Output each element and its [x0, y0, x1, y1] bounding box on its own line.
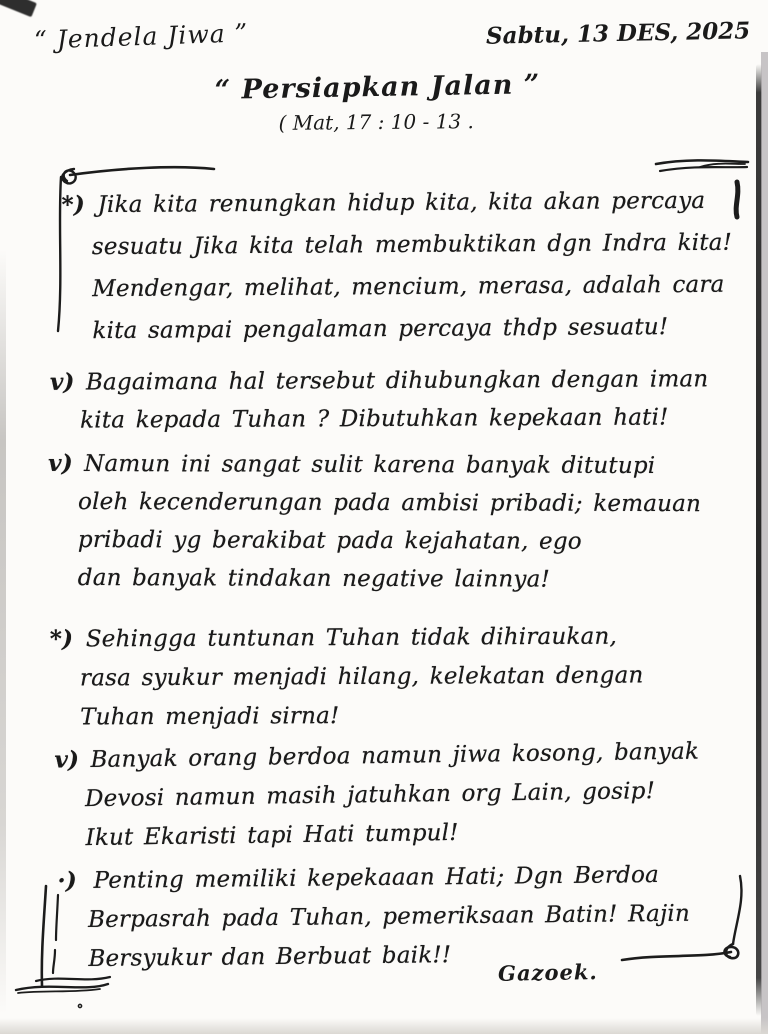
note-text: Sehingga tuntunan Tuhan tidak dihiraukan, — [85, 623, 618, 653]
note-paragraph-2 — [50, 360, 709, 439]
note-line: Ikut Ekaristi tapi Hati tumpul! — [85, 819, 459, 852]
note-line — [61, 180, 732, 227]
note-line: Mendengar, melihat, mencium, merasa, adalah cara — [92, 271, 725, 303]
note-line: sesuatu Jika kita telah membuktikan dgn Indra kita! — [91, 229, 733, 261]
bullet-marker: *) — [49, 625, 74, 653]
scan-edge-left — [0, 250, 6, 1014]
bullet-marker: v) — [49, 368, 75, 396]
note-line: Devosi namun masih jatuhkan org Lain, gosip! — [84, 778, 656, 813]
note-line — [50, 616, 644, 659]
bullet-marker: v) — [48, 449, 73, 477]
signature: Gazoek. — [497, 959, 598, 986]
bullet-marker: *) — [61, 191, 85, 219]
note-line: kita sampai pengalaman percaya thdp sesuatu! — [92, 314, 669, 345]
note-text: Jika kita renungkan hidup kita, kita akan percaya — [97, 187, 706, 219]
scripture-reference: ( Mat, 17 : 10 - 13 . — [278, 109, 474, 135]
note-line — [50, 360, 709, 401]
date: Sabtu, 13 DES, 2025 — [485, 17, 751, 50]
scan-edge-bottom — [0, 1018, 768, 1034]
notebook-title: “ Jendela Jiwa ” — [33, 18, 249, 55]
note-text: Namun ini sangat sulit karena banyak ditutupi — [84, 450, 656, 479]
note-line — [57, 855, 689, 902]
note-paragraph-5 — [54, 732, 700, 859]
note-line: kita kepada Tuhan ? Dibutuhkan kepekaan hati! — [80, 404, 669, 434]
note-text: Bagaimana hal tersebut dihubungkan dengan iman — [85, 366, 709, 396]
bullet-marker: ·) — [57, 867, 78, 895]
note-line: pribadi yg berakibat pada kejahatan, ego — [77, 526, 582, 555]
note-paragraph-4 — [50, 616, 644, 737]
page-title: “ Persiapkan Jalan ” — [214, 69, 541, 106]
note-text: Banyak orang berdoa namun jiwa kosong, banyak — [90, 738, 700, 774]
scan-corner-shadow — [0, 0, 37, 17]
note-line: dan banyak tindakan negative lainnya! — [77, 564, 551, 593]
bullet-marker: v) — [54, 746, 80, 774]
note-line — [48, 445, 701, 485]
note-paragraph-3 — [48, 445, 702, 599]
note-line: Bersyukur dan Berbuat baik!! — [88, 942, 452, 972]
note-paragraph-1 — [61, 180, 732, 353]
scan-edge-right-gutter — [761, 52, 768, 1034]
note-line: rasa syukur menjadi hilang, kelekatan dengan — [79, 662, 644, 692]
note-text: Penting memiliki kepekaaan Hati; Dgn Berdoa — [93, 862, 660, 894]
note-line: Berpasrah pada Tuhan, pemeriksaan Batin! Rajin — [87, 900, 691, 933]
note-line: oleh kecenderungan pada ambisi pribadi; kemauan — [78, 488, 702, 518]
note-line: Tuhan menjadi sirna! — [80, 703, 340, 731]
